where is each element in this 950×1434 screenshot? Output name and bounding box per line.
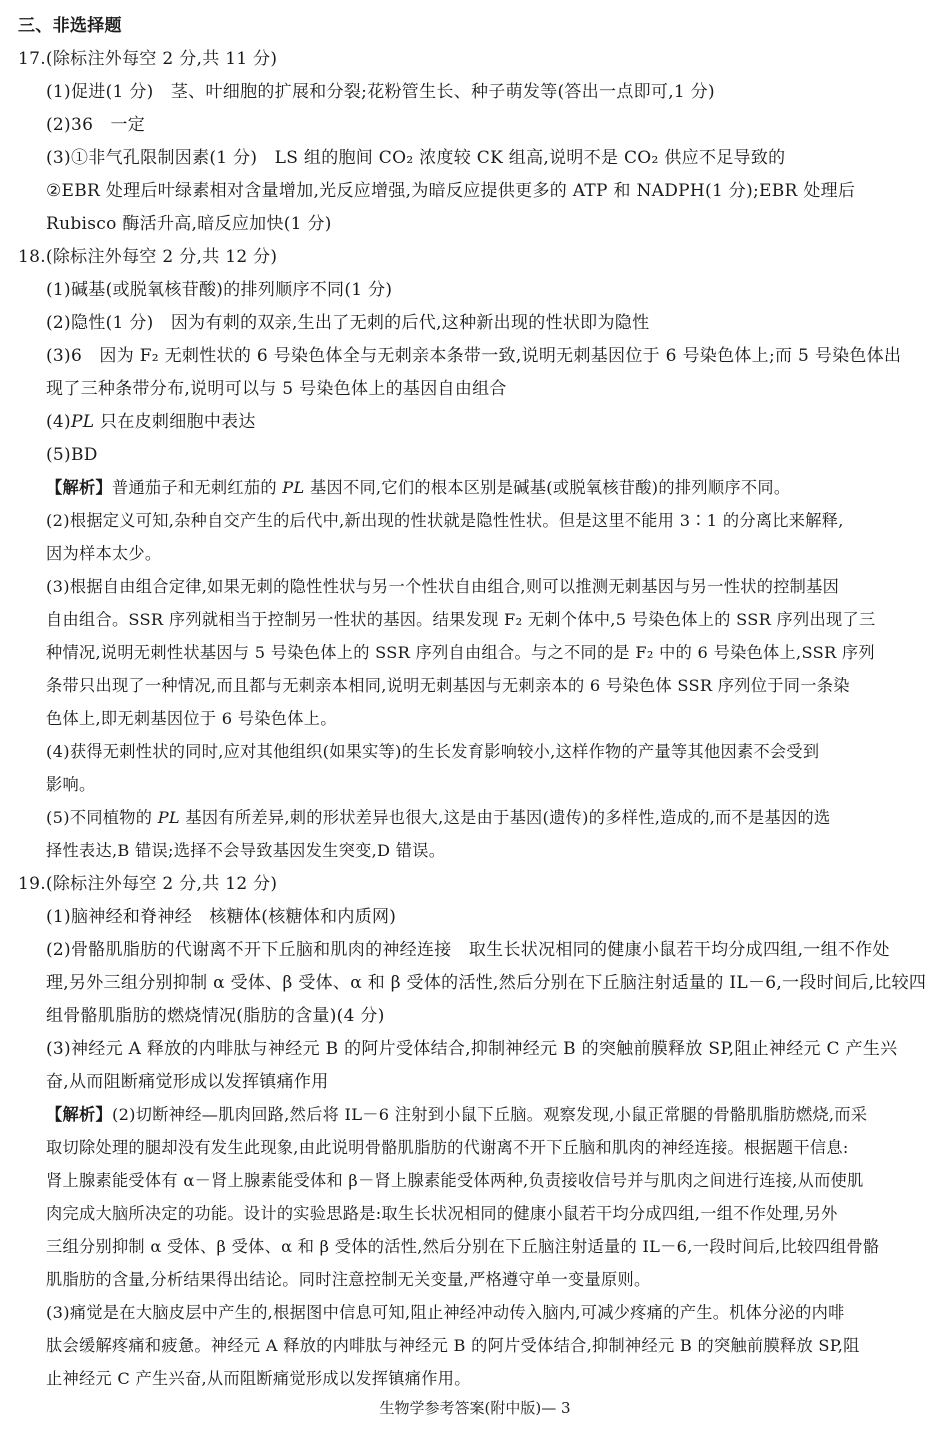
q18-analysis-1 bbox=[46, 476, 790, 500]
q18-line-3: (3)6 因为 F₂ 无刺性状的 6 号染色体全与无刺亲本条带一致,说明无刺基因位于 6 号染色体上;而 5 号染色体出 bbox=[46, 346, 902, 366]
q18-line-5 bbox=[46, 410, 256, 434]
q18-l5-gene: PL bbox=[70, 412, 95, 432]
q17-line-4: ②EBR 处理后叶绿素相对含量增加,光反应增强,为暗反应提供更多的 ATP 和 NADPH(1 分);EBR 处理后 bbox=[46, 181, 856, 201]
q19-analysis-8: 肽会缓解疼痛和疲惫。神经元 A 释放的内啡肽与神经元 B 的阿片受体结合,抑制神经元 B 的突触前膜释放 SP,阻 bbox=[46, 1336, 860, 1355]
q19-line-1: (1)脑神经和脊神经 核糖体(核糖体和内质网) bbox=[46, 907, 397, 927]
q17-heading: 17.(除标注外每空 2 分,共 11 分) bbox=[18, 49, 278, 69]
q19-analysis-9: 止神经元 C 产生兴奋,从而阻断痛觉形成以发挥镇痛作用。 bbox=[46, 1369, 471, 1388]
q19-analysis-7: (3)痛觉是在大脑皮层中产生的,根据图中信息可知,阻止神经冲动传入脑内,可减少疼痛的产生。机体分泌的内啡 bbox=[46, 1303, 845, 1322]
q17-line-2: (2)36 一定 bbox=[46, 115, 146, 135]
q18-jx1-pre: 普通茄子和无刺红茄的 bbox=[111, 478, 283, 497]
q18-jx11-gene: PL bbox=[157, 808, 180, 827]
q18-analysis-11 bbox=[46, 806, 830, 830]
q17-line-5: Rubisco 酶活升高,暗反应加快(1 分) bbox=[46, 214, 332, 234]
section-title: 三、非选择题 bbox=[18, 16, 122, 36]
q17-line-1: (1)促进(1 分) 茎、叶细胞的扩展和分裂;花粉管生长、种子萌发等(答出一点即可,1 分) bbox=[46, 82, 715, 102]
analysis-tag: 【解析】 bbox=[46, 478, 112, 497]
q19-line-3: 理,另外三组分别抑制 α 受体、β 受体、α 和 β 受体的活性,然后分别在下丘脑注射适量的 IL－6,一段时间后,比较四 bbox=[46, 973, 927, 993]
q19-line-6: 奋,从而阻断痛觉形成以发挥镇痛作用 bbox=[46, 1072, 329, 1092]
q19-heading: 19.(除标注外每空 2 分,共 12 分) bbox=[18, 874, 278, 894]
q18-analysis-12: 择性表达,B 错误;选择不会导致基因发生突变,D 错误。 bbox=[46, 841, 446, 860]
q18-line-2: (2)隐性(1 分) 因为有刺的双亲,生出了无刺的后代,这种新出现的性状即为隐性 bbox=[46, 313, 650, 333]
q18-jx1-post: 基因不同,它们的根本区别是碱基(或脱氧核苷酸)的排列顺序不同。 bbox=[304, 478, 791, 497]
q18-heading: 18.(除标注外每空 2 分,共 12 分) bbox=[18, 247, 278, 267]
q18-line-1: (1)碱基(或脱氧核苷酸)的排列顺序不同(1 分) bbox=[46, 280, 393, 300]
q19-analysis-3: 肾上腺素能受体有 α－肾上腺素能受体和 β－肾上腺素能受体两种,负责接收信号并与肌肉之间进行连接,从而使肌 bbox=[46, 1171, 864, 1190]
analysis-tag: 【解析】 bbox=[46, 1105, 112, 1124]
q18-analysis-5: 自由组合。SSR 序列就相当于控制另一性状的基因。结果发现 F₂ 无刺个体中,5 号染色体上的 SSR 序列出现了三 bbox=[46, 610, 876, 629]
q18-jx11-post: 基因有所差异,刺的形状差异也很大,这是由于基因(遗传)的多样性,造成的,而不是基因的选 bbox=[179, 808, 831, 827]
q19-jx1-text: (2)切断神经—肌肉回路,然后将 IL－6 注射到小鼠下丘脑。观察发现,小鼠正常腿的骨骼肌脂肪燃烧,而采 bbox=[111, 1105, 868, 1124]
q18-analysis-10: 影响。 bbox=[46, 775, 96, 794]
q19-analysis-2: 取切除处理的腿却没有发生此现象,由此说明骨骼肌脂肪的代谢离不开下丘脑和肌肉的神经连接。根据题干信息: bbox=[46, 1138, 849, 1157]
q18-l5-suffix: 只在皮刺细胞中表达 bbox=[94, 412, 256, 432]
q19-analysis-5: 三组分别抑制 α 受体、β 受体、α 和 β 受体的活性,然后分别在下丘脑注射适量的 IL－6,一段时间后,比较四组骨骼 bbox=[46, 1237, 880, 1256]
q18-line-4: 现了三种条带分布,说明可以与 5 号染色体上的基因自由组合 bbox=[46, 379, 507, 399]
q18-l5-prefix: (4) bbox=[46, 412, 71, 432]
q19-line-4: 组骨骼肌脂肪的燃烧情况(脂肪的含量)(4 分) bbox=[46, 1006, 385, 1026]
q19-analysis-6: 肌脂肪的含量,分析结果得出结论。同时注意控制无关变量,严格遵守单一变量原则。 bbox=[46, 1270, 651, 1289]
q19-line-5: (3)神经元 A 释放的内啡肽与神经元 B 的阿片受体结合,抑制神经元 B 的突触前膜释放 SP,阻止神经元 C 产生兴 bbox=[46, 1039, 898, 1059]
q18-line-6: (5)BD bbox=[46, 445, 98, 465]
q18-analysis-8: 色体上,即无刺基因位于 6 号染色体上。 bbox=[46, 709, 337, 728]
q18-analysis-6: 种情况,说明无刺性状基因与 5 号染色体上的 SSR 序列自由组合。与之不同的是 F₂ 中的 6 号染色体上,SSR 序列 bbox=[46, 643, 875, 662]
q19-analysis-4: 肉完成大脑所决定的功能。设计的实验思路是:取生长状况相同的健康小鼠若干均分成四组,一组不作处理,另外 bbox=[46, 1204, 838, 1223]
q18-jx11-pre: (5)不同植物的 bbox=[46, 808, 158, 827]
q19-line-2: (2)骨骼肌脂肪的代谢离不开下丘脑和肌肉的神经连接 取生长状况相同的健康小鼠若干均分成四组,一组不作处 bbox=[46, 940, 890, 960]
q18-analysis-4: (3)根据自由组合定律,如果无刺的隐性性状与另一个性状自由组合,则可以推测无刺基因与另一性状的控制基因 bbox=[46, 577, 840, 596]
q17-line-3: (3)①非气孔限制因素(1 分) LS 组的胞间 CO₂ 浓度较 CK 组高,说明不是 CO₂ 供应不足导致的 bbox=[46, 148, 786, 168]
page-footer: 生物学参考答案(附中版)— 3 bbox=[379, 1399, 571, 1417]
q19-analysis-1 bbox=[46, 1103, 867, 1127]
q18-analysis-3: 因为样本太少。 bbox=[46, 544, 162, 563]
q18-jx1-gene: PL bbox=[282, 478, 305, 497]
q18-analysis-9: (4)获得无刺性状的同时,应对其他组织(如果实等)的生长发育影响较小,这样作物的产量等其他因素不会受到 bbox=[46, 742, 820, 761]
q18-analysis-2: (2)根据定义可知,杂种自交产生的后代中,新出现的性状就是隐性性状。但是这里不能用 3∶1 的分离比来解释, bbox=[46, 511, 844, 530]
q18-analysis-7: 条带只出现了一种情况,而且都与无刺亲本相同,说明无刺基因与无刺亲本的 6 号染色体 SSR 序列位于同一条染 bbox=[46, 676, 850, 695]
